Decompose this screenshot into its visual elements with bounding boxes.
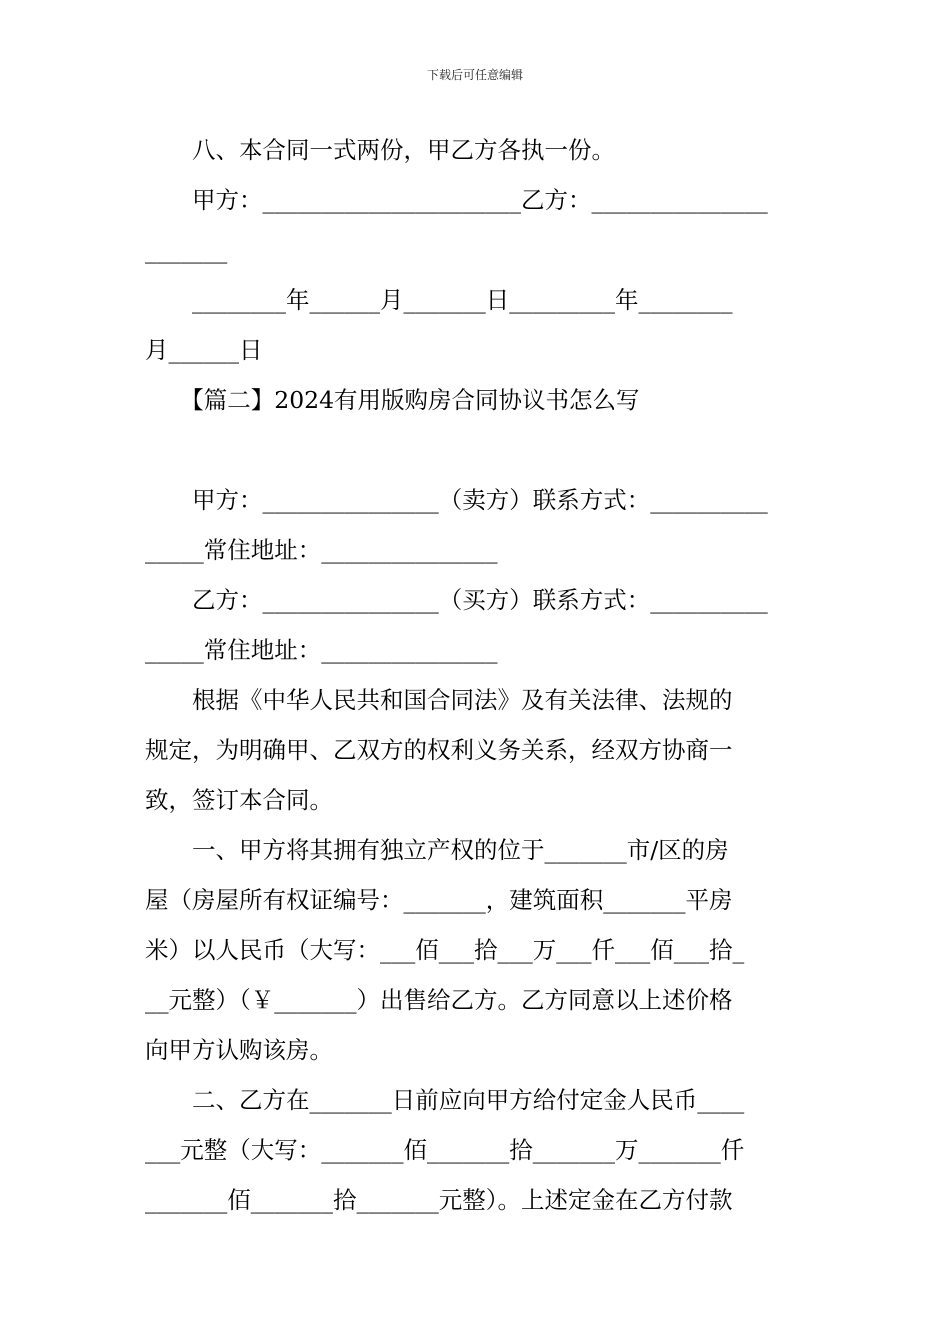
date-line-2: 月______日 <box>145 336 263 364</box>
party-b-line-2: _____常住地址：_______________ <box>145 636 498 664</box>
clause-2-line-2: ___元整（大写：_______佰_______拾_______万_______仟 <box>145 1136 745 1164</box>
clause-1-line-5: 向甲方认购该房。 <box>145 1036 333 1064</box>
party-a-line-1: 甲方：_______________（卖方）联系方式：__________ <box>145 486 768 514</box>
page-header: 下载后可任意编辑 <box>426 68 523 82</box>
party-b-line-1: 乙方：_______________（买方）联系方式：__________ <box>145 586 768 614</box>
preamble-line-2: 规定，为明确甲、乙双方的权利义务关系，经双方协商一 <box>145 736 733 764</box>
clause-2-line-3: _______佰_______拾_______元整）。上述定金在乙方付款 <box>145 1186 733 1214</box>
clause-1-line-4: __元整）（￥_______）出售给乙方。乙方同意以上述价格 <box>145 986 733 1014</box>
clause-8-line: 八、本合同一式两份，甲乙方各执一份。 <box>145 136 615 164</box>
signature-line-2: _______ <box>145 236 228 264</box>
clause-1-line-2: 屋（房屋所有权证编号：_______，建筑面积_______平房 <box>145 886 733 914</box>
preamble-line-3: 致，签订本合同。 <box>145 786 333 814</box>
clause-1-line-3: 米）以人民币（大写：___佰___拾___万___仟___佰___拾_ <box>145 936 745 964</box>
preamble-line-1: 根据《中华人民共和国合同法》及有关法律、法规的 <box>145 686 733 714</box>
date-line-1: ________年______月_______日_________年________ <box>145 286 733 314</box>
party-a-line-2: _____常住地址：_______________ <box>145 536 498 564</box>
section-heading: 【篇二】2024有用版购房合同协议书怎么写 <box>145 386 640 414</box>
signature-line-1: 甲方：______________________乙方：_______________ <box>145 186 768 214</box>
clause-1-line-1: 一、甲方将其拥有独立产权的位于_______市/区的房 <box>145 836 729 864</box>
clause-2-line-1: 二、乙方在_______日前应向甲方给付定金人民币____ <box>145 1086 745 1114</box>
